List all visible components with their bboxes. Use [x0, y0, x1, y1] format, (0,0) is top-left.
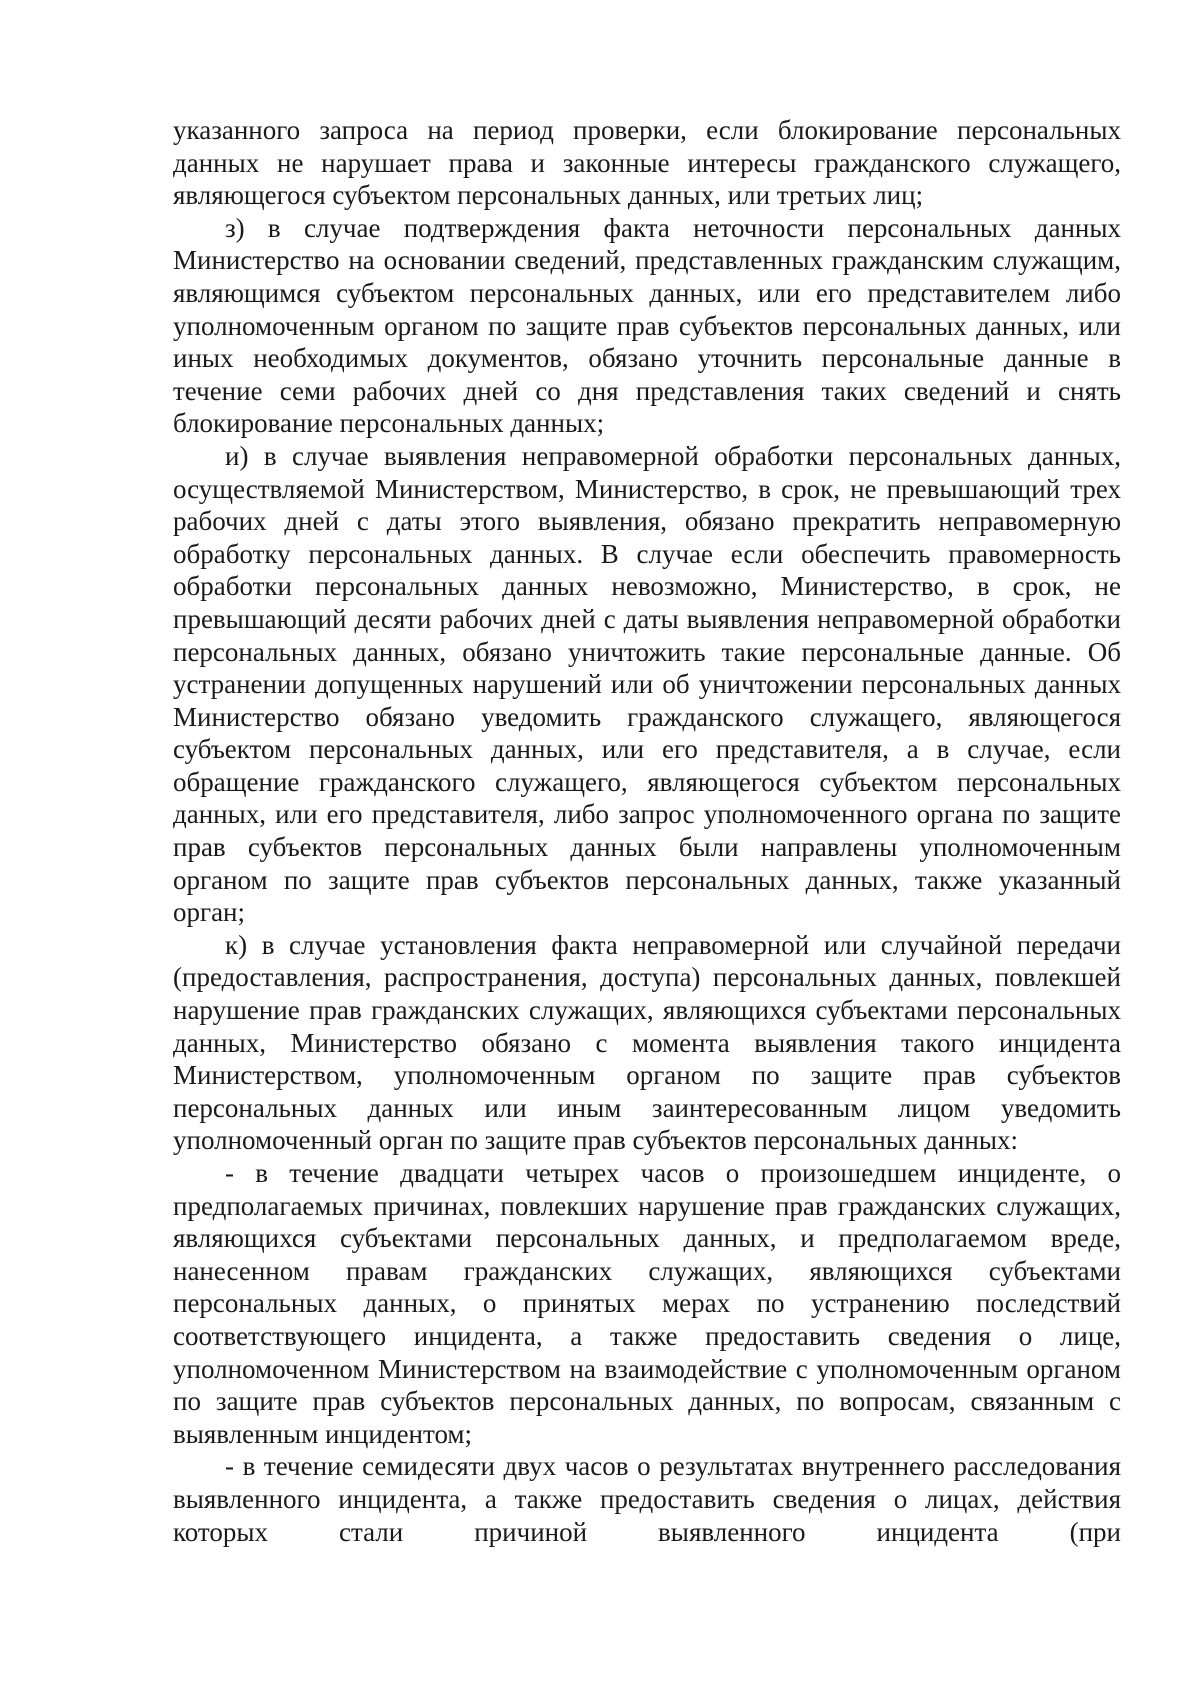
- paragraph-item-i: и) в случае выявления неправомерной обработки персональных данных, осуществляемой Министерством, Министерство, в срок, не превышающий трех рабочих дней с даты этого выявления, обязано прекратить неправомерную обработку персональных данных. В случае если обеспечить правомерность обработки персональных данных невозможно, Министерство, в срок, не превышающий десяти рабочих дней с даты выявления неправомерной обработки персональных данных, обязано уничтожить такие персональные данные. Об устранении допущенных нарушений или об уничтожении персональных данных Министерство обязано уведомить гражданского служащего, являющегося субъектом персональных данных, или его представителя, а в случае, если обращение гражданского служащего, являющегося субъектом персональных данных, или его представителя, либо запрос уполномоченного органа по защите прав субъектов персональных данных были направлены уполномоченным органом по защите прав субъектов персональных данных, также указанный орган;: [173, 440, 1121, 928]
- paragraph-dash-24-hours: - в течение двадцати четырех часов о произошедшем инциденте, о предполагаемых причинах, повлекших нарушение прав гражданских служащих, являющихся субъектами персональных данных, и предполагаемом вреде, нанесенном правам гражданских служащих, являющихся субъектами персональных данных, о принятых мерах по устранению последствий соответствующего инцидента, а также предоставить сведения о лице, уполномоченном Министерством на взаимодействие с уполномоченным органом по защите прав субъектов персональных данных, по вопросам, связанным с выявленным инцидентом;: [173, 1158, 1121, 1449]
- paragraph-dash-72-hours: - в течение семидесяти двух часов о результатах внутреннего расследования выявленного инцидента, а также предоставить сведения о лицах, действия которых стали причиной выявленного инцидента (при: [173, 1451, 1121, 1547]
- paragraph-continuation: указанного запроса на период проверки, если блокирование персональных данных не нарушает права и законные интересы гражданского служащего, являющегося субъектом персональных данных, или третьих лиц;: [173, 115, 1121, 211]
- document-body: [173, 114, 1121, 1548]
- paragraph-item-k: к) в случае установления факта неправомерной или случайной передачи (предоставления, распространения, доступа) персональных данных, повлекшей нарушение прав гражданских служащих, являющихся субъектами персональных данных, Министерство обязано с момента выявления такого инцидента Министерством, уполномоченным органом по защите прав субъектов персональных данных или иным заинтересованным лицом уведомить уполномоченный орган по защите прав субъектов персональных данных:: [173, 929, 1121, 1156]
- paragraph-item-z: з) в случае подтверждения факта неточности персональных данных Министерство на основании сведений, представленных гражданским служащим, являющимся субъектом персональных данных, или его представителем либо уполномоченным органом по защите прав субъектов персональных данных, или иных необходимых документов, обязано уточнить персональные данные в течение семи рабочих дней со дня представления таких сведений и снять блокирование персональных данных;: [173, 212, 1121, 439]
